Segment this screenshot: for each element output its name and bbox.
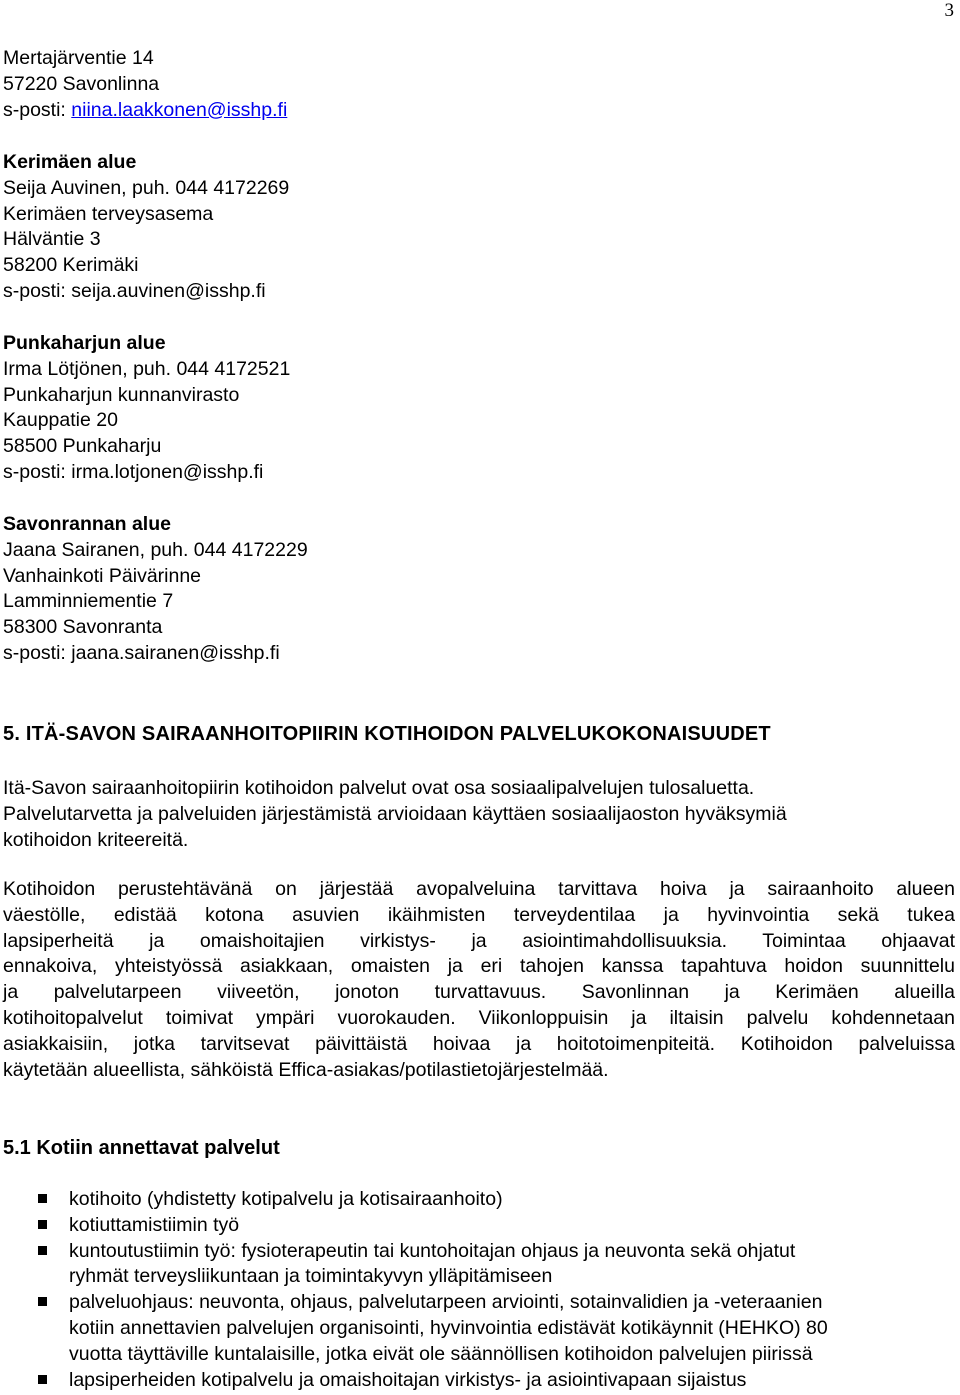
- area-savonranta: [3, 512, 955, 667]
- list-item-line: kuntoutustiimin työ: fysioterapeutin tai kuntohoitajan ohjaus ja neuvonta sekä ohjatut: [69, 1239, 796, 1262]
- list-item-line: kotihoito (yhdistetty kotipalvelu ja kotisairaanhoito): [69, 1188, 503, 1210]
- list-item: [0, 1213, 960, 1239]
- paragraph-line: Itä-Savon sairaanhoitopiirin kotihoidon palvelut ovat osa sosiaalipalvelujen tulosaluetta.: [3, 777, 755, 799]
- bullet-square-icon: [38, 1220, 47, 1229]
- area-punkaharju: [3, 331, 955, 486]
- page-number: 3: [944, 0, 954, 21]
- area-street: Kauppatie 20: [3, 409, 118, 432]
- area-contact: Irma Lötjönen, puh. 044 4172521: [3, 357, 291, 380]
- service-list: [0, 1187, 960, 1393]
- bullet-square-icon: [38, 1375, 47, 1384]
- section-5-paragraph-2: [3, 877, 955, 1083]
- list-item-line: palveluohjaus: neuvonta, ohjaus, palvelutarpeen arviointi, sotainvalidien ja -veteraanien: [69, 1291, 823, 1314]
- area-place: Vanhainkoti Päivärinne: [3, 564, 202, 587]
- area-email: s-posti: jaana.sairanen@isshp.fi: [3, 641, 280, 664]
- bullet-square-icon: [38, 1297, 47, 1306]
- list-item: [0, 1187, 960, 1213]
- address-street: Mertajärventie 14: [3, 47, 154, 69]
- section-heading: 5. ITÄ-SAVON SAIRAANHOITOPIIRIN KOTIHOIDON PALVELUKOKONAISUUDET: [3, 723, 771, 745]
- section-5-heading: [3, 722, 955, 748]
- area-contact: Jaana Sairanen, puh. 044 4172229: [3, 538, 308, 561]
- area-contact: Seija Auvinen, puh. 044 4172269: [3, 176, 290, 199]
- list-item: [0, 1290, 960, 1367]
- area-place: Punkaharjun kunnanvirasto: [3, 383, 240, 406]
- paragraph-line: kotihoidon kriteereitä.: [3, 828, 189, 851]
- section-5-paragraph-1: [3, 776, 955, 853]
- area-title: Savonrannan alue: [3, 513, 171, 535]
- list-item-line: kotiin annettavien palvelujen organisointi, hyvinvointia edistävät kotikäynnit (HEHKO) 80: [69, 1316, 828, 1339]
- list-item-line: ryhmät terveysliikuntaan ja toimintakyvyn ylläpitämiseen: [69, 1265, 553, 1288]
- address-email-line: [3, 98, 955, 124]
- area-postal: 58500 Punkaharju: [3, 435, 162, 458]
- bullet-square-icon: [38, 1194, 47, 1203]
- list-item-line: lapsiperheiden kotipalvelu ja omaishoitajan virkistys- ja asiointivapaan sijaistus: [69, 1368, 747, 1391]
- area-email: s-posti: irma.lotjonen@isshp.fi: [3, 460, 264, 483]
- paragraph-line: ennakoiva, yhteistyössä asiakkaan, omaisten ja eri tahojen kanssa tapahtuva hoidon suunnittelu: [3, 955, 955, 978]
- list-item-line: vuotta täyttäville kuntalaisille, jotka eivät ole säännöllisen kotihoidon palvelujen piirissä: [69, 1342, 813, 1365]
- paragraph-line: väestölle, edistää kotona asuvien ikäihmisten terveydentilaa ja hyvinvointia sekä tukea: [3, 903, 955, 926]
- paragraph-line: ja palvelutarpeen viiveetön, jonoton turvattavuus. Savonlinnan ja Kerimäen alueilla: [3, 981, 955, 1004]
- area-postal: 58200 Kerimäki: [3, 254, 139, 277]
- paragraph-line: Kotihoidon perustehtävänä on järjestää avopalveluina tarvittava hoiva ja sairaanhoito alueen: [3, 878, 955, 900]
- paragraph-line: kotihoitopalvelut toimivat ympäri vuorokauden. Viikonloppuisin ja iltaisin palvelu kohdennetaan: [3, 1006, 955, 1029]
- list-item: [0, 1368, 960, 1394]
- area-email: s-posti: seija.auvinen@isshp.fi: [3, 279, 266, 302]
- area-street: Hälväntie 3: [3, 228, 101, 251]
- paragraph-line: asiakkaisiin, jotka tarvitsevat päivittäistä hoivaa ja hoitotoimenpiteitä. Kotihoidon palveluissa: [3, 1032, 955, 1055]
- address-postal: 57220 Savonlinna: [3, 72, 160, 95]
- email-prefix: s-posti:: [3, 98, 72, 121]
- intro-address: [3, 46, 955, 123]
- area-kerimaki: [3, 150, 955, 305]
- paragraph-line: käytetään alueellista, sähköistä Effica-asiakas/potilastietojärjestelmää.: [3, 1058, 609, 1081]
- area-title: Punkaharjun alue: [3, 332, 166, 354]
- area-street: Lamminniementie 7: [3, 590, 174, 613]
- area-place: Kerimäen terveysasema: [3, 202, 214, 225]
- paragraph-line: lapsiperheitä ja omaishoitajien virkistys- ja asiointimahdollisuuksia. Toimintaa ohjaavat: [3, 929, 955, 952]
- bullet-square-icon: [38, 1246, 47, 1255]
- email-link[interactable]: niina.laakkonen@isshp.fi: [71, 98, 288, 121]
- section-heading: 5.1 Kotiin annettavat palvelut: [3, 1137, 280, 1159]
- list-item-line: kotiuttamistiimin työ: [69, 1213, 240, 1236]
- paragraph-line: Palvelutarvetta ja palveluiden järjestämistä arvioidaan käyttäen sosiaalijaoston hyväksymiä: [3, 802, 787, 825]
- area-postal: 58300 Savonranta: [3, 616, 163, 639]
- section-5-1-heading: [3, 1136, 955, 1162]
- area-title: Kerimäen alue: [3, 151, 137, 173]
- list-item: [0, 1239, 960, 1291]
